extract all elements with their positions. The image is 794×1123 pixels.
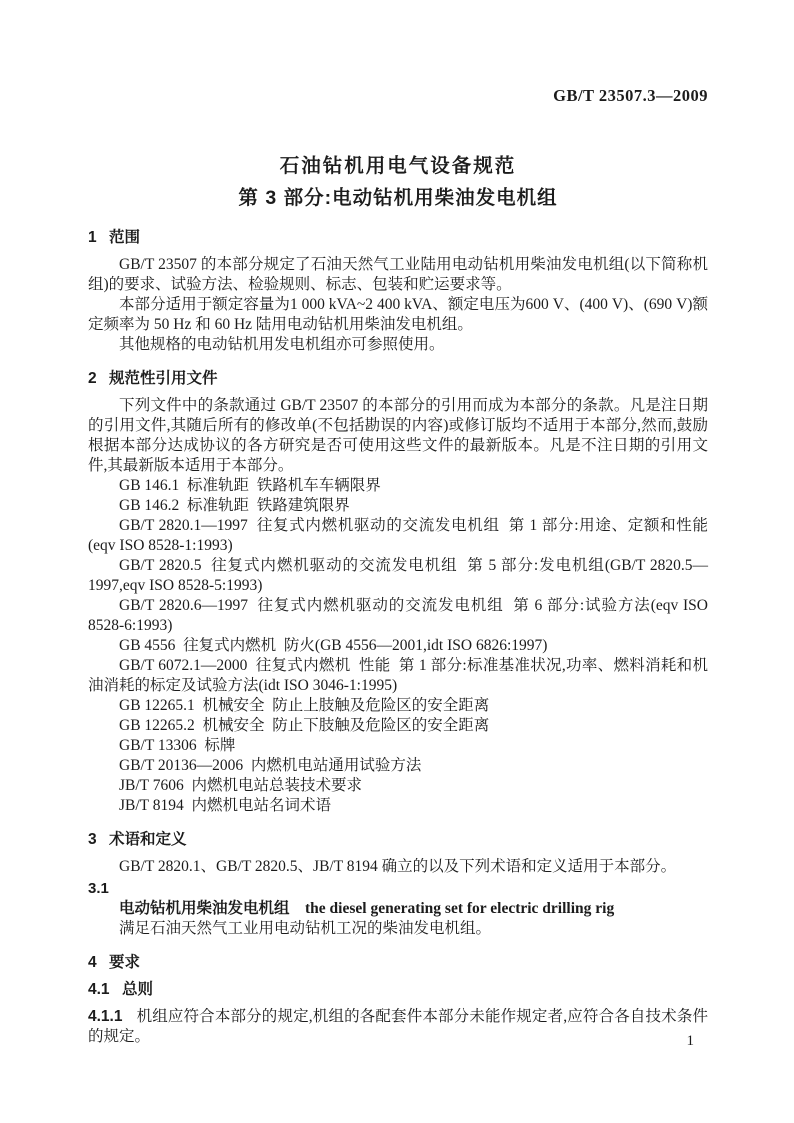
paragraph: 下列文件中的条款通过 GB/T 23507 的本部分的引用而成为本部分的条款。凡是注日期的引用文件,其随后所有的修改单(不包括勘误的内容)或修订版均不适用于本部分,然而,鼓励根据本部分达成协议的各方研究是否可使用这些文件的最新版本。凡是不注日期的引用文件,其最新版本适用于本部分。 [88, 397, 708, 474]
section-heading [88, 228, 708, 248]
document-body [88, 228, 712, 1047]
reference-item: GB/T 13306 标牌 [119, 737, 236, 754]
heading-number: 4 [88, 954, 97, 971]
document-title-line1: 石油钻机用电气设备规范 [279, 155, 517, 177]
heading-label: 范围 [109, 229, 141, 246]
term-definition-line [88, 899, 708, 919]
reference-item: GB/T 2820.1—1997 往复式内燃机驱动的交流发电机组 第 1 部分:用途、定额和性能(eqv ISO 8528-1:1993) [88, 517, 708, 554]
clause-paragraph [88, 1007, 708, 1047]
paragraph: GB/T 23507 的本部分规定了石油天然气工业陆用电动钻机用柴油发电机组(以下简称机组)的要求、试验方法、检验规则、标志、包装和贮运要求等。 [88, 256, 708, 293]
heading-label: 术语和定义 [109, 831, 187, 848]
reference-item: JB/T 7606 内燃机电站总装技术要求 [119, 777, 362, 794]
page-content [88, 86, 712, 1047]
heading-label: 要求 [109, 954, 141, 971]
paragraph: GB/T 2820.1、GB/T 2820.5、JB/T 8194 确立的以及下列术语和定义适用于本部分。 [119, 858, 677, 875]
subsection-heading [88, 980, 708, 1000]
reference-item: GB 146.2 标准轨距 铁路建筑限界 [119, 497, 350, 514]
paragraph: 其他规格的电动钻机用发电机组亦可参照使用。 [119, 336, 445, 353]
term-en: the diesel generating set for electric drilling rig [305, 900, 615, 917]
reference-item: GB 12265.1 机械安全 防止上肢触及危险区的安全距离 [119, 697, 490, 714]
standard-code: GB/T 23507.3—2009 [553, 86, 708, 105]
reference-item: GB/T 2820.5 往复式内燃机驱动的交流发电机组 第 5 部分:发电机组(GB/T 2820.5—1997,eqv ISO 8528-5:1993) [88, 557, 708, 594]
clause-text: 机组应符合本部分的规定,机组的各配套件本部分未能作规定者,应符合各自技术条件的规定。 [88, 1008, 708, 1045]
clause-number: 3.1 [88, 880, 109, 897]
reference-item: GB 12265.2 机械安全 防止下肢触及危险区的安全距离 [119, 717, 490, 734]
reference-item: GB/T 6072.1—2000 往复式内燃机 性能 第 1 部分:标准基准状况,功率、燃料消耗和机油消耗的标定及试验方法(idt ISO 3046-1:1995) [88, 657, 708, 694]
heading-number: 2 [88, 370, 97, 387]
section-heading [88, 953, 708, 973]
reference-item: GB 4556 往复式内燃机 防火(GB 4556—2001,idt ISO 6826:1997) [119, 637, 548, 654]
reference-item: JB/T 8194 内燃机电站名词术语 [119, 797, 331, 814]
paragraph: 本部分适用于额定容量为1 000 kVA~2 400 kVA、额定电压为600 V、(400 V)、(690 V)额定频率为 50 Hz 和 60 Hz 陆用电动钻机用柴油发电机组。 [88, 296, 708, 333]
document-title-line2: 第 3 部分:电动钻机用柴油发电机组 [238, 187, 558, 209]
heading-number: 1 [88, 229, 97, 246]
clause-number: 4.1.1 [88, 1008, 123, 1025]
paragraph: 满足石油天然气工业用电动钻机工况的柴油发电机组。 [119, 920, 492, 937]
section-heading [88, 369, 708, 389]
heading-number: 4.1 [88, 981, 110, 998]
heading-number: 3 [88, 831, 97, 848]
reference-item: GB/T 2820.6—1997 往复式内燃机驱动的交流发电机组 第 6 部分:试验方法(eqv ISO 8528-6:1993) [88, 597, 712, 634]
term-zh: 电动钻机用柴油发电机组 [119, 900, 290, 917]
page-number: 1 [686, 1033, 694, 1049]
section-heading [88, 830, 708, 850]
reference-item: GB 146.1 标准轨距 铁路机车车辆限界 [119, 477, 381, 494]
heading-label: 规范性引用文件 [109, 370, 218, 387]
document-title [88, 150, 708, 214]
reference-item: GB/T 20136—2006 内燃机电站通用试验方法 [119, 757, 422, 774]
heading-label: 总则 [121, 981, 153, 998]
